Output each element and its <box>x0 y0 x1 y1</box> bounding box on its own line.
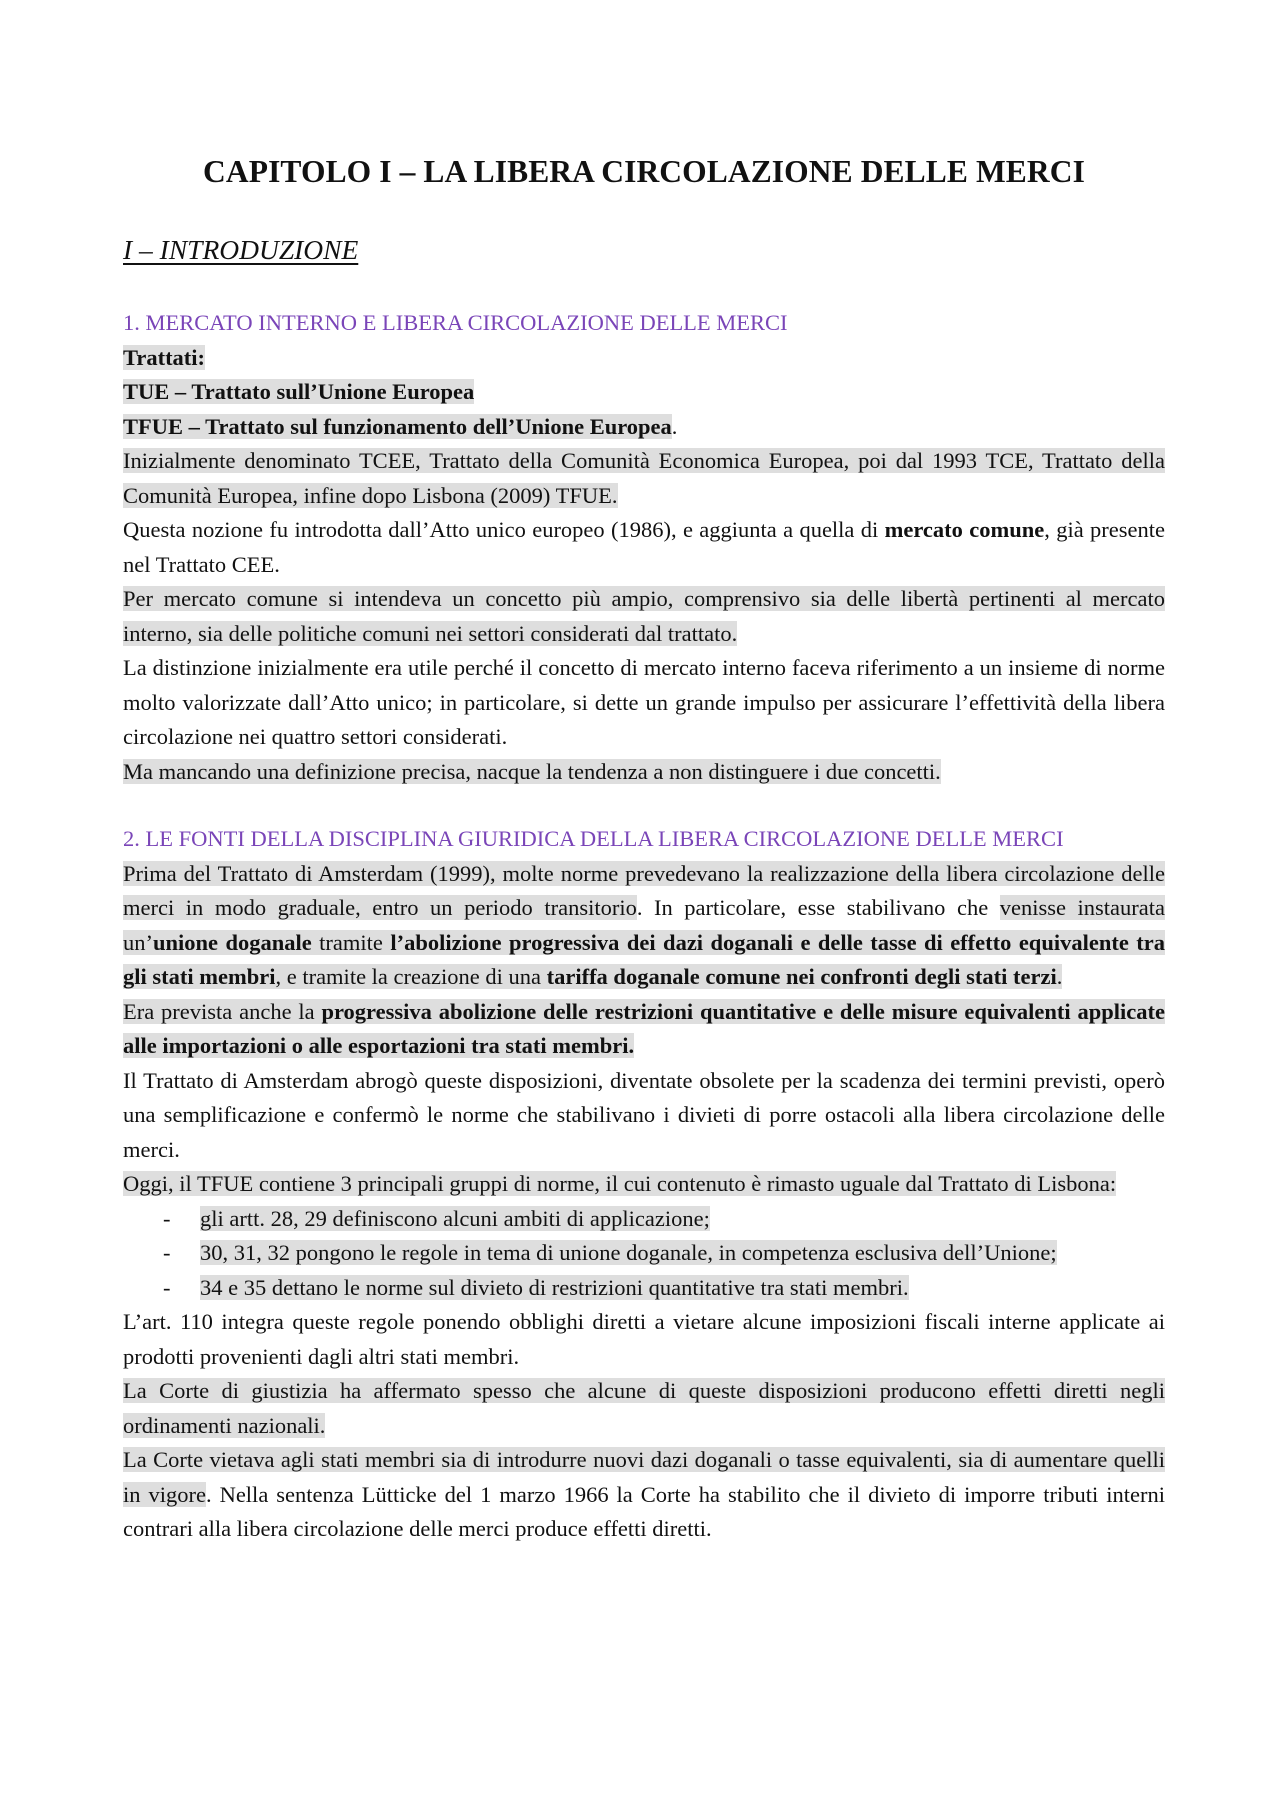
tfue-line: TFUE – Trattato sul funzionamento dell’Unione Europea. <box>123 413 678 439</box>
chapter-title: CAPITOLO I – LA LIBERA CIRCOLAZIONE DELLE MERCI <box>203 154 1085 189</box>
section-1-heading: 1. MERCATO INTERNO E LIBERA CIRCOLAZIONE DELLE MERCI <box>123 310 788 335</box>
article-list <box>123 1202 1165 1306</box>
treaties-label: Trattati: <box>123 344 206 370</box>
part-heading: I – INTRODUZIONE <box>123 234 359 265</box>
list-item: - 30, 31, 32 pongono le regole in tema di unione doganale, in competenza esclusiva dell’Unione; <box>163 1240 1057 1265</box>
paragraph: Per mercato comune si intendeva un concetto più ampio, comprensivo sia delle libertà pertinenti al mercato interno, sia delle politiche comuni nei settori considerati dal trattato. <box>123 586 1165 646</box>
section-2 <box>123 822 1165 1547</box>
paragraph: La Corte di giustizia ha affermato spesso che alcune di queste disposizioni producono effetti diretti negli ordinamenti nazionali. <box>123 1378 1165 1438</box>
list-item: - gli artt. 28, 29 definiscono alcuni ambiti di applicazione; <box>163 1205 710 1231</box>
paragraph: Inizialmente denominato TCEE, Trattato della Comunità Economica Europea, poi dal 1993 TCE, Trattato della Comunità Europea, infine dopo Lisbona (2009) TFUE. <box>123 448 1165 508</box>
paragraph: La distinzione inizialmente era utile perché il concetto di mercato interno faceva riferimento a un insieme di norme molto valorizzate dall’Atto unico; in particolare, si dette un grande impulso per assicurare l’effettività della libera circolazione nei quattro settori considerati. <box>123 655 1165 749</box>
paragraph: Era prevista anche la progressiva abolizione delle restrizioni quantitative e delle misure equivalenti applicate alle importazioni o alle esportazioni tra stati membri. <box>123 998 1165 1058</box>
paragraph: Il Trattato di Amsterdam abrogò queste disposizioni, diventate obsolete per la scadenza dei termini previsti, operò una semplificazione e confermò le norme che stabilivano i divieti di porre ostacoli alla libera circolazione delle merci. <box>123 1067 1165 1162</box>
section-2-heading: 2. LE FONTI DELLA DISCIPLINA GIURIDICA DELLA LIBERA CIRCOLAZIONE DELLE MERCI <box>123 826 1064 851</box>
list-item: - 34 e 35 dettano le norme sul divieto di restrizioni quantitative tra stati membri. <box>163 1274 909 1300</box>
paragraph: L’art. 110 integra queste regole ponendo obblighi diretti a vietare alcune imposizioni fiscali interne applicate ai prodotti provenienti dagli altri stati membri. <box>123 1309 1165 1369</box>
paragraph: Questa nozione fu introdotta dall’Atto unico europeo (1986), e aggiunta a quella di mercato comune, già presente nel Trattato CEE. <box>123 517 1165 577</box>
paragraph: Ma mancando una definizione precisa, nacque la tendenza a non distinguere i due concetti. <box>123 758 941 784</box>
paragraph: Prima del Trattato di Amsterdam (1999), molte norme prevedevano la realizzazione della libera circolazione delle merci in modo graduale, entro un periodo transitorio. In particolare, esse stabilivano che venisse instaurata un’unione doganale tramite l’abolizione progressiva dei dazi doganali e delle tasse di effetto equivalente tra gli stati membri, e tramite la creazione di una tariffa doganale comune nei confronti degli stati terzi. <box>123 860 1166 989</box>
section-1 <box>123 306 1165 789</box>
paragraph: La Corte vietava agli stati membri sia di introdurre nuovi dazi doganali o tasse equivalenti, sia di aumentare quelli in vigore. Nella sentenza Lütticke del 1 marzo 1966 la Corte ha stabilito che il divieto di imporre tributi interni contrari alla libera circolazione delle merci produce effetti diretti. <box>123 1447 1165 1541</box>
tue-line: TUE – Trattato sull’Unione Europea <box>123 379 475 404</box>
paragraph: Oggi, il TFUE contiene 3 principali gruppi di norme, il cui contenuto è rimasto uguale dal Trattato di Lisbona: <box>123 1171 1117 1196</box>
